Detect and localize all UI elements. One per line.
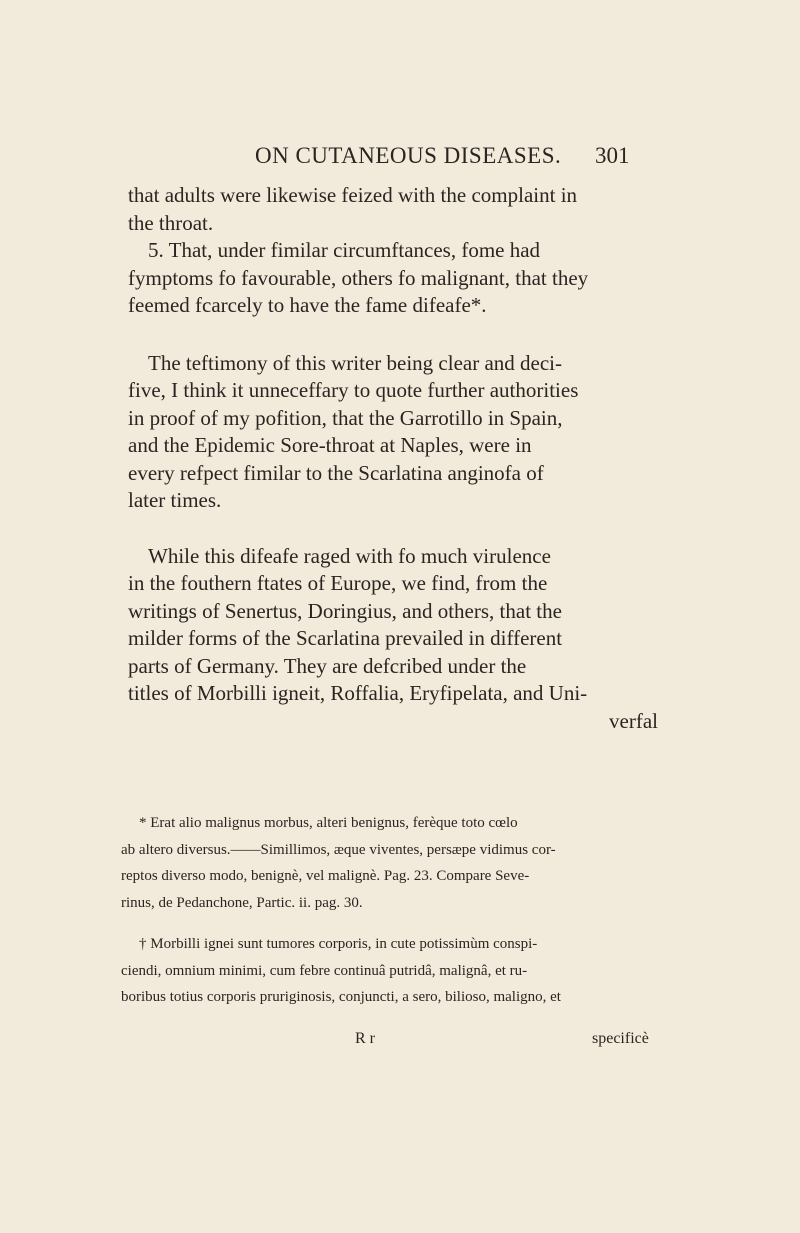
footnotes: [121, 810, 661, 1011]
text-line: and the Epidemic Sore-throat at Naples, were in: [128, 433, 532, 457]
running-title: ON CUTANEOUS DISEASES.: [255, 143, 562, 168]
text-line: titles of Morbilli igneit, Roffalia, Eryfipelata, and Uni-: [128, 681, 588, 705]
footnote-line: † Morbilli ignei sunt tumores corporis, in cute potissimùm conspi-: [139, 936, 538, 952]
text-line: verfal: [609, 708, 658, 733]
footnote-line: ciendi, omnium minimi, cum febre continuâ putridâ, malignâ, et ru-: [121, 962, 528, 979]
text-line: While this difeafe raged with fo much virulence: [148, 543, 551, 568]
footnote-line: ab altero diversus.——Simillimos, æque viventes, persæpe vidimus cor-: [121, 841, 556, 858]
text-line: The teftimony of this writer being clear and deci-: [148, 350, 563, 375]
text-line: parts of Germany. They are defcribed under the: [128, 653, 527, 678]
footnote-line: boribus totius corporis pruriginosis, conjuncti, a sero, bilioso, maligno, et: [121, 989, 561, 1005]
text-line: the throat.: [128, 210, 214, 235]
footnote-line: rinus, de Pedanchone, Partic. ii. pag. 30.: [121, 894, 363, 911]
signature-mark: R r: [355, 1030, 375, 1047]
text-line: feemed fcarcely to have the fame difeafe*.: [128, 293, 487, 317]
footnote-line: reptos diverso modo, benignè, vel malignè. Pag. 23. Compare Seve-: [121, 868, 530, 884]
text-line: that adults were likewise feized with the complaint in: [128, 183, 578, 207]
main-text: [128, 182, 658, 735]
text-line: 5. That, under fimilar circumftances, fome had: [148, 238, 541, 262]
text-line: writings of Senertus, Doringius, and others, that the: [128, 598, 562, 623]
text-line: five, I think it unneceffary to quote further authorities: [128, 378, 579, 402]
text-line: in proof of my pofition, that the Garrotillo in Spain,: [128, 405, 563, 430]
footnote-line: * Erat alio malignus morbus, alteri benignus, ferèque toto cœlo: [139, 815, 518, 831]
text-line: fymptoms fo favourable, others fo malignant, that they: [128, 265, 589, 290]
text-line: every refpect fimilar to the Scarlatina anginofa of: [128, 460, 544, 485]
text-line: later times.: [128, 488, 222, 512]
page-number: 301: [595, 143, 630, 168]
page-header: [255, 143, 685, 173]
text-line: in the fouthern ftates of Europe, we find, from the: [128, 571, 548, 595]
text-line: milder forms of the Scarlatina prevailed in different: [128, 626, 563, 650]
catchword: specificè: [592, 1030, 649, 1047]
